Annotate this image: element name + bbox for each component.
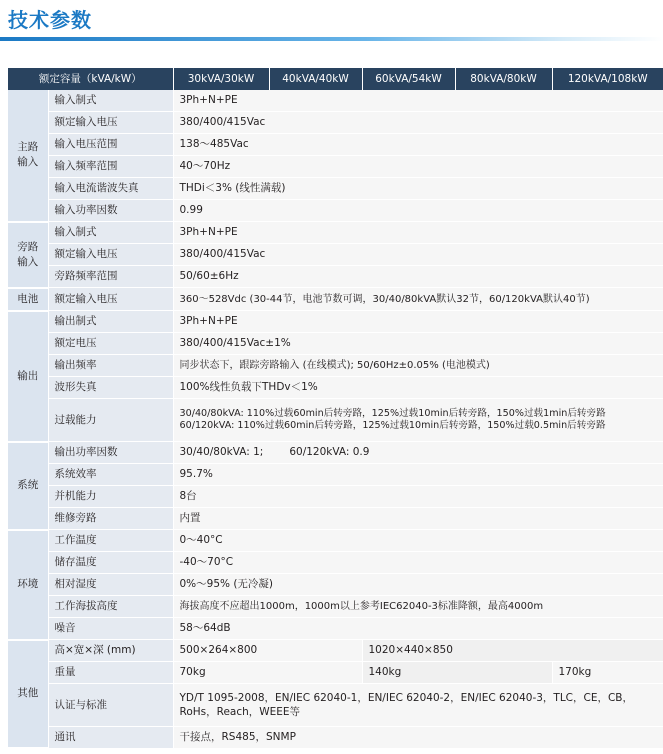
param-value: 380/400/415Vac [173,112,663,134]
param-value: 58～64dB [173,618,663,640]
header-model: 80kVA/80kW [455,68,552,90]
table-row [8,156,663,178]
param-label: 工作温度 [48,530,173,552]
param-label: 额定输入电压 [48,244,173,266]
param-value: 0.99 [173,200,663,222]
group-label: 输出 [17,369,39,382]
table-row [8,552,663,574]
table-row [8,288,663,311]
param-label: 额定电压 [48,333,173,355]
param-label: 输出频率 [48,355,173,377]
param-value: 380/400/415Vac [173,244,663,266]
param-value: 100%线性负载下THDv＜1% [173,377,663,399]
param-label: 输入功率因数 [48,200,173,222]
table-row [8,311,663,333]
group-bypass-input [8,222,48,288]
group-system [8,442,48,530]
table-row [8,134,663,156]
param-value: 8台 [173,486,663,508]
table-row [8,200,663,222]
table-row [8,399,663,442]
table-row [8,244,663,266]
param-value: 170kg [552,662,663,684]
param-label: 输入电流谐波失真 [48,178,173,200]
table-row [8,574,663,596]
table-row [8,508,663,530]
param-label: 系统效率 [48,464,173,486]
overload-line: 60/120kVA: 110%过载60min后转旁路，125%过载10min后转旁路，150%过载0.5min后转旁路 [179,420,606,431]
param-value: 1020×440×850 [362,640,663,662]
group-label: 其他 [17,687,39,700]
table-row [8,355,663,377]
param-label: 维修旁路 [48,508,173,530]
group-label: 主路输入 [17,141,39,169]
param-label: 噪音 [48,618,173,640]
param-value: -40～70°C [173,552,663,574]
table-row [8,464,663,486]
param-label: 输入频率范围 [48,156,173,178]
param-value: 70kg [173,662,362,684]
param-label: 输出制式 [48,311,173,333]
table-row [8,377,663,399]
param-label: 重量 [48,662,173,684]
table-row [8,662,663,684]
param-value: 同步状态下，跟踪旁路输入 (在线模式); 50/60Hz±0.05% (电池模式) [173,355,663,377]
table-row [8,222,663,244]
page-title: 技术参数 [8,8,92,32]
group-label: 旁路输入 [17,240,39,268]
table-header-row [8,68,663,90]
group-label: 系统 [17,479,39,491]
param-value: 40～70Hz [173,156,663,178]
param-label: 并机能力 [48,486,173,508]
group-other [8,640,48,749]
param-value: 海拔高度不应超出1000m，1000m以上参考IEC62040-3标准降额，最高4000m [173,596,663,618]
group-environment [8,530,48,640]
param-value [173,399,663,442]
table-row [8,618,663,640]
group-label: 电池 [17,292,39,305]
param-value: 3Ph+N+PE [173,222,663,244]
table-row [8,442,663,464]
param-value: 138～485Vac [173,134,663,156]
table-row [8,640,663,662]
param-label: 过载能力 [48,399,173,442]
param-value: 500×264×800 [173,640,362,662]
table-row [8,684,663,727]
table-row [8,530,663,552]
group-battery [8,288,48,311]
param-label: 工作海拔高度 [48,596,173,618]
table-row [8,90,663,112]
param-label: 相对湿度 [48,574,173,596]
param-value: YD/T 1095-2008，EN/IEC 62040-1，EN/IEC 62040-2，EN/IEC 62040-3，TLC，CE，CB，RoHs，Reach，WEEE等 [173,684,663,727]
table-row [8,333,663,355]
spec-table [8,68,663,749]
value-part: 30/40/80kVA: 1; [179,446,264,458]
table-row [8,727,663,749]
header-rated-capacity: 额定容量（kVA/kW） [8,68,173,90]
header-model: 60kVA/54kW [362,68,455,90]
param-value: 0%～95% (无冷凝) [173,574,663,596]
param-value: 140kg [362,662,552,684]
param-label: 储存温度 [48,552,173,574]
value-part: 60/120kVA: 0.9 [289,446,370,458]
param-label: 额定输入电压 [48,288,173,311]
param-value: 干接点，RS485，SNMP [173,727,663,749]
title-divider [0,37,663,41]
param-value: 360～528Vdc (30-44节，电池节数可调，30/40/80kVA默认32节，60/120kVA默认40节) [173,288,663,311]
param-label: 旁路频率范围 [48,266,173,288]
group-label: 环境 [17,578,39,590]
param-value: 内置 [173,508,663,530]
param-value [173,442,663,464]
param-value: 380/400/415Vac±1% [173,333,663,355]
param-value: 0～40°C [173,530,663,552]
table-row [8,486,663,508]
param-value: 50/60±6Hz [173,266,663,288]
table-row [8,596,663,618]
param-value: 3Ph+N+PE [173,90,663,112]
param-label: 认证与标准 [48,684,173,727]
header-model: 30kVA/30kW [173,68,269,90]
param-label: 高×宽×深 (mm) [48,640,173,662]
param-label: 通讯 [48,727,173,749]
header-model: 120kVA/108kW [552,68,663,90]
param-label: 额定输入电压 [48,112,173,134]
param-value: 3Ph+N+PE [173,311,663,333]
param-label: 输出功率因数 [48,442,173,464]
param-value: 95.7% [173,464,663,486]
param-value: THDi＜3% (线性满载) [173,178,663,200]
param-label: 输入电压范围 [48,134,173,156]
table-row [8,112,663,134]
param-label: 输入制式 [48,90,173,112]
header-model: 40kVA/40kW [269,68,362,90]
table-row [8,178,663,200]
group-output [8,311,48,442]
param-label: 波形失真 [48,377,173,399]
param-label: 输入制式 [48,222,173,244]
table-row [8,266,663,288]
group-main-input [8,90,48,222]
overload-line: 30/40/80kVA: 110%过载60min后转旁路，125%过载10min后转旁路，150%过载1min后转旁路 [179,408,606,419]
